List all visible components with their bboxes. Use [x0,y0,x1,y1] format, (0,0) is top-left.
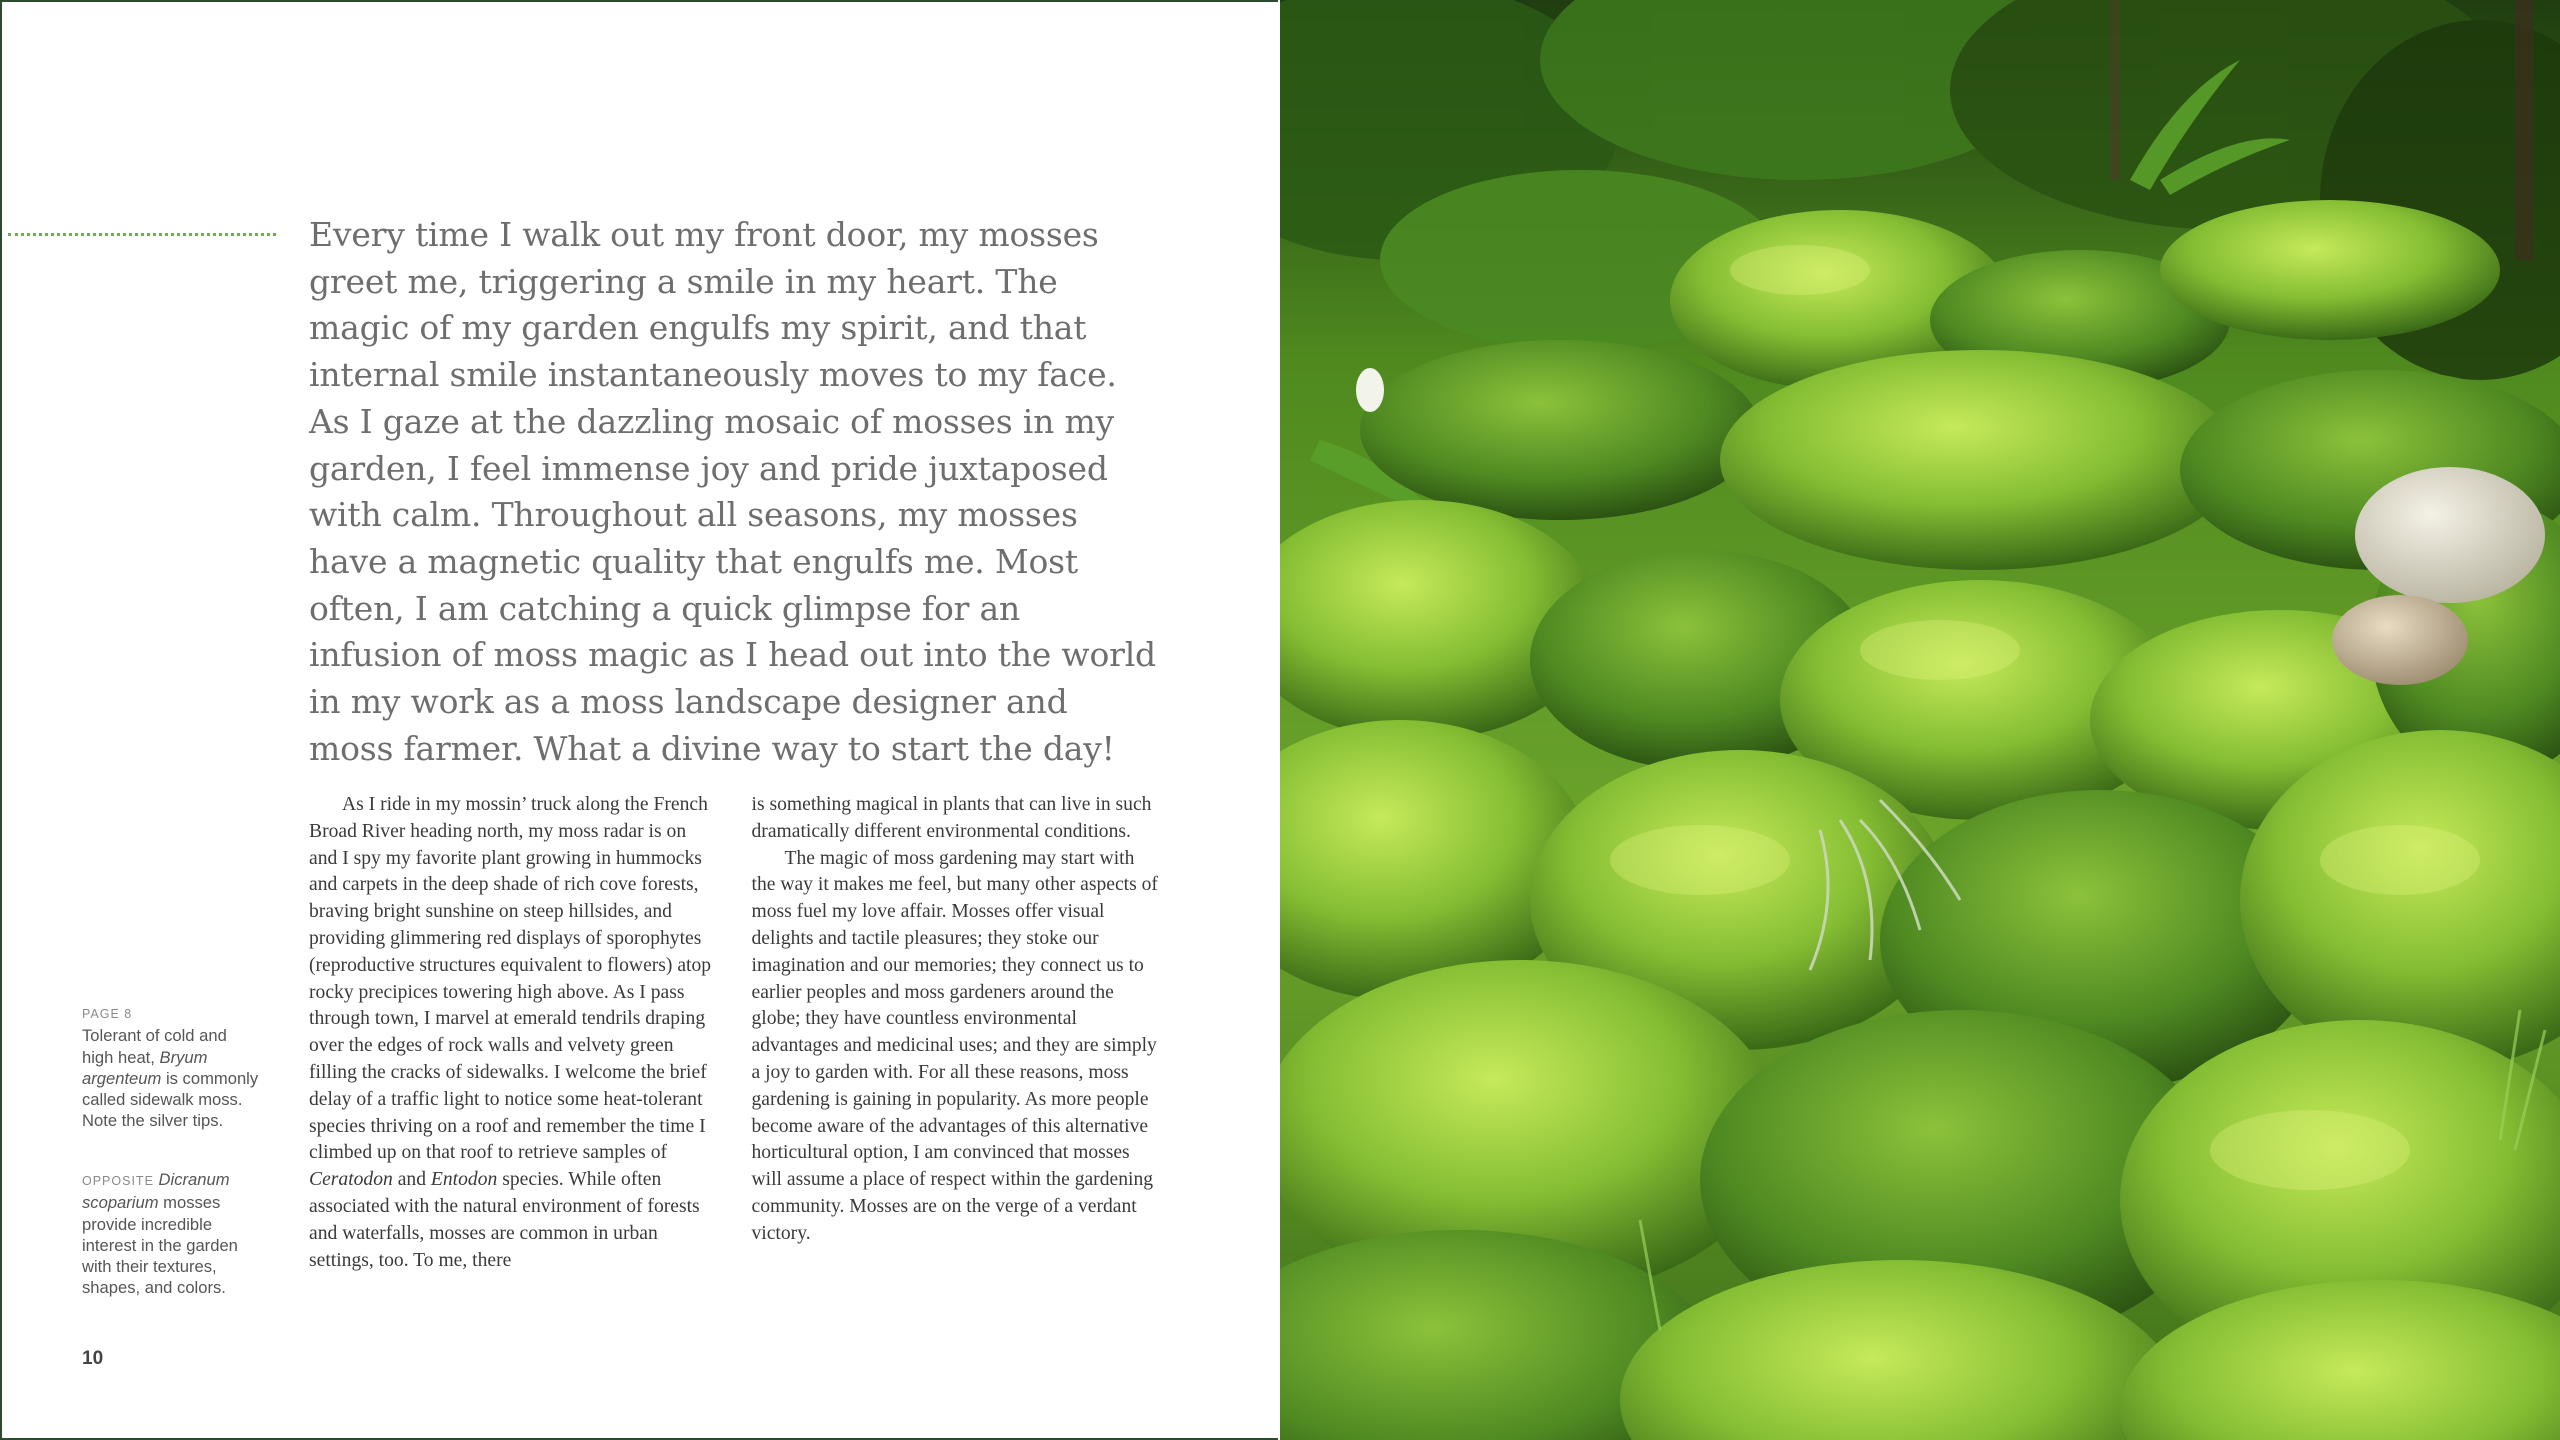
body-paragraph-continued: is something magical in plants that can live in such dramatically different environmental conditions. [751,794,1152,842]
species-name: Dicranum scoparium [82,1170,230,1213]
body-column-1 [309,792,717,1274]
body-column-2 [752,792,1160,1274]
body-paragraph: The magic of moss gardening may start with the way it makes me feel, but many other aspects of moss fuel my love affair. Mosses offer visual delights and tactile pleasures; they stoke our imagination and our memories; they connect us to earlier peoples and moss gardeners around the globe; they have countless environmental advantages and medicinal uses; and they are simply a joy to garden with. For all these reasons, moss gardening is gaining in popularity. As more people become aware of the advantages of this alternative horticultural option, I am convinced that mosses will assume a place of respect within the gardening community. Mosses are on the verge of a verdant victory. [751,847,1158,1244]
moss-photo-illustration [1280,0,2560,1440]
pull-quote: Every time I walk out my front door, my mosses greet me, triggering a smile in my heart. The magic of my garden engulfs my spirit, and that internal smile instantaneously moves to my face. As I gaze at the dazzling mosaic of mosses in my garden, I feel immense joy and pride juxtaposed with calm. Throughout all seasons, my mosses have a magnetic quality that engulfs me. Most often, I am catching a quick glimpse for an infusion of moss magic as I head out into the world in my work as a moss landscape designer and moss farmer. What a divine way to start the day! [309,215,1156,768]
page-number: 10 [82,1348,104,1369]
species-name: Bryum argenteum [82,1047,208,1088]
moss-garden-photo [1280,0,2560,1440]
dotted-rule [8,233,276,236]
caption-label: PAGE 8 [82,1007,133,1021]
caption-text: OPPOSITE Dicranum scoparium mosses provide incredible interest in the garden with their textures, shapes, and colors. [82,1170,238,1298]
caption-opposite [82,1169,262,1299]
caption-label: OPPOSITE [82,1174,154,1188]
genus-name: Ceratodon [309,1169,393,1191]
caption-page-8 [82,1004,262,1132]
body-paragraph: As I ride in my mossin’ truck along the French Broad River heading north, my moss radar is on and I spy my favorite plant growing in hummocks and carpets in the deep shade of rich cove forests, braving bright sunshine on steep hillsides, and providing glimmering red displays of sporophytes (reproductive structures equivalent to flowers) atop rocky precipices towering high above. As I pass through town, I marvel at emerald tendrils draping over the edges of rock walls and velvety green filling the cracks of sidewalks. I welcome the brief delay of a traffic light to notice some heat-tolerant species thriving on a roof and remember the time I climbed up on that roof to retrieve samples of Ceratodon and Entodon species. While often associated with the natural environment of forests and waterfalls, mosses are common in urban settings, too. To me, there [309,794,712,1271]
caption-text: Tolerant of cold and high heat, Bryum argenteum is commonly called sidewalk moss. Note the silver tips. [82,1026,259,1131]
left-page [0,0,1278,1440]
genus-name: Entodon [430,1169,498,1191]
body-text [309,792,1159,1274]
